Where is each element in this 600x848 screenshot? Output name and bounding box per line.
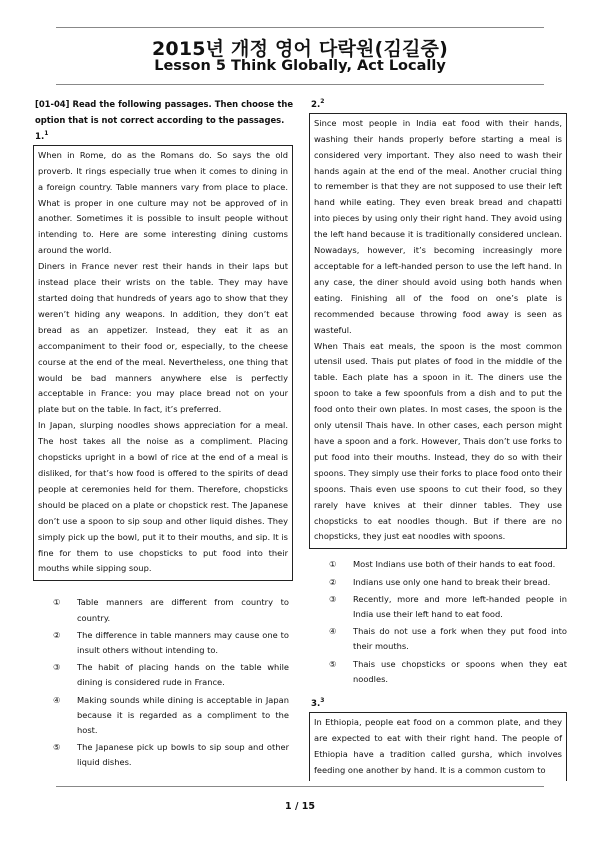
choice-1[interactable] — [33, 595, 289, 625]
question-2-number — [311, 96, 567, 111]
choice-text: The habit of placing hands on the table while dining is considered rude in France. — [77, 662, 289, 688]
choice-marker: ④ — [329, 626, 337, 637]
top-rule — [56, 27, 544, 28]
choice-text: Thais do not use a fork when they put food into their mouths. — [353, 626, 567, 652]
instructions: [01-04] Read the following passages. Then choose the option that is not correct according to the passages. — [35, 99, 293, 125]
passage-paragraph: In Ethiopia, people eat food on a common plate, and they are expected to eat with their right hand. The people of Ethiopia have a tradition called gursha, which involves feeding one another by hand. It is a common custom to — [314, 716, 562, 775]
choice-2[interactable] — [33, 628, 289, 658]
header-rule — [56, 84, 544, 85]
page-title: 2015년 개정 영어 다락원(김길중) — [152, 38, 448, 60]
passage-paragraph: When Thais eat meals, the spoon is the most common utensil used. Thais put plates of food in the middle of the table. Each plate has a spoon in it. The diners use the spoon to take a few spoonfuls from a dish and to put the food onto their own plates. In most cases, the spoon is the only utensil Thais have. In other cases, each person might have a spoon and a fork. However, Thais don’t use forks to put food into their mouths. Instead, they do so with their spoons. They simply use their forks to place food onto their spoons. Thais even use spoons to cut their food, so they rarely have knives at their dinner tables. They use chopsticks to eat noodles though. But if there are no chopsticks, they just eat noodles with spoons. — [314, 340, 562, 542]
right-column — [309, 96, 567, 781]
choice-marker: ① — [329, 559, 337, 570]
question-2-footnote: 2 — [320, 98, 325, 105]
question-3-label: 3. — [311, 698, 321, 709]
choice-text: The Japanese pick up bowls to sip soup and other liquid dishes. — [77, 742, 289, 768]
choice-marker: ③ — [329, 593, 337, 604]
question-2-passage — [309, 113, 567, 549]
passage-paragraph: In Japan, slurping noodles shows appreciation for a meal. The host takes all the noise as a compliment. Placing chopsticks upright in a bowl of rice at the end of a meal is disliked, for that’s how food is offered to the spirits of dead people at ceremonies held for them. Therefore, chopsticks should be placed on a plate or chopstick rest. The Japanese don’t use a spoon to sip soup and other liquid dishes. They simply pick up the bowl, put it to their mouths, and sip. It is fine for them to use chopsticks to put food into their mouths while sipping soup. — [38, 420, 288, 574]
question-3-passage — [309, 712, 567, 782]
choice-marker: ① — [53, 597, 61, 608]
choice-marker: ② — [53, 629, 61, 640]
question-2-choices — [309, 557, 567, 687]
page-number: 1 / 15 — [285, 801, 315, 812]
choice-text: Most Indians use both of their hands to eat food. — [353, 559, 556, 570]
question-2-label: 2. — [311, 99, 321, 110]
choice-marker: ② — [329, 576, 337, 587]
question-1-footnote: 1 — [44, 130, 49, 137]
passage-paragraph: When in Rome, do as the Romans do. So says the old proverb. It rings especially true when it comes to dining in a foreign country. Table manners vary from place to place. What is proper in one culture may not be approved of in another. Sometimes it is possible to insult people without intending to. Here are some interesting dining customs around the world. — [38, 149, 288, 256]
choice-marker: ⑤ — [329, 658, 337, 669]
choice-3[interactable] — [309, 592, 567, 622]
choice-text: Indians use only one hand to break their bread. — [353, 576, 551, 587]
choice-5[interactable] — [33, 740, 289, 770]
question-1-label: 1. — [35, 131, 45, 142]
choice-2[interactable] — [309, 575, 567, 590]
choice-text: Thais use chopsticks or spoons when they eat noodles. — [353, 658, 567, 684]
passage-paragraph: Diners in France never rest their hands in their laps but instead place their wrists on the table. They may have started doing that hundreds of years ago to show that they weren’t hiding any weapons. In addition, they don’t eat bread as an appetizer. Instead, they eat it as an accompaniment to their food or, especially, to the cheese course at the end of the meal. Nevertheless, one thing that would be bad manners anywhere else is perfectly acceptable in France: you may place bread not on your plate but on the table. In fact, it’s preferred. — [38, 261, 288, 415]
choice-3[interactable] — [33, 660, 289, 690]
footer-rule — [56, 786, 544, 787]
choice-marker: ④ — [53, 694, 61, 705]
choice-5[interactable] — [309, 657, 567, 687]
choice-1[interactable] — [309, 557, 567, 572]
left-column — [33, 96, 293, 773]
choice-text: Recently, more and more left-handed people in India use their left hand to eat food. — [353, 593, 567, 619]
choice-4[interactable] — [309, 624, 567, 654]
choice-marker: ③ — [53, 662, 61, 673]
passage-paragraph: Since most people in India eat food with their hands, washing their hands properly before starting a meal is considered very important. They also need to wash their hands again at the end of the meal. Another crucial thing to remember is that they are not supposed to use their left hand while eating. They even break bread and chapatti into pieces by using only their right hand. They avoid using the left hand because it is traditionally considered unclean. Nowadays, however, it’s becoming increasingly more acceptable for a left-handed person to use the left hand. In any case, the diner should avoid using both hands when eating. Finishing all of the food on one’s plate is recommended because throwing food away is seen as wasteful. — [314, 117, 562, 335]
question-3-number — [311, 695, 567, 710]
lesson-subtitle: Lesson 5 Think Globally, Act Locally — [154, 58, 446, 74]
choice-text: Making sounds while dining is acceptable in Japan because it is regarded as a compliment to the host. — [77, 694, 289, 735]
choice-marker: ⑤ — [53, 742, 61, 753]
question-3-footnote: 3 — [320, 696, 325, 704]
question-1-number — [35, 128, 293, 143]
question-1-passage — [33, 145, 293, 581]
choice-text: The difference in table manners may cause one to insult others without intending to. — [77, 629, 289, 655]
choice-4[interactable] — [33, 693, 289, 739]
question-1-choices — [33, 595, 293, 770]
choice-text: Table manners are different from country to country. — [77, 597, 289, 623]
